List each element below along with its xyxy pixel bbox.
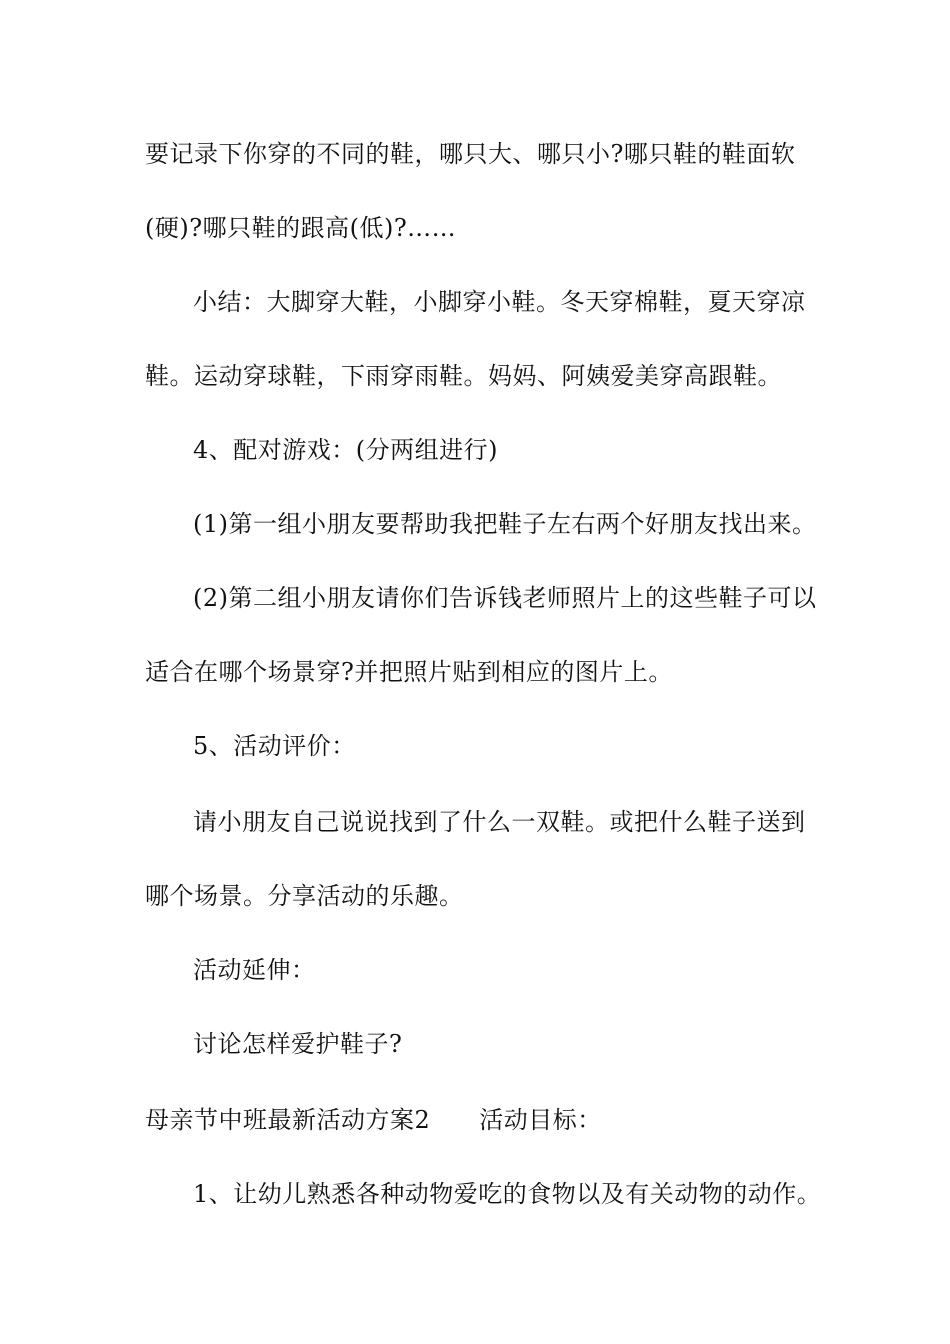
- paragraph-line: 适合在哪个场景穿?并把照片贴到相应的图片上。: [145, 658, 673, 686]
- paragraph-line: 哪个场景。分享活动的乐趣。: [145, 882, 464, 910]
- section-heading: 5、活动评价：: [193, 732, 356, 760]
- paragraph-line: 小结：大脚穿大鞋，小脚穿小鞋。冬天穿棉鞋，夏天穿凉: [193, 288, 806, 316]
- section-heading: 活动延伸：: [193, 956, 316, 984]
- paragraph-line: (1)第一组小朋友要帮助我把鞋子左右两个好朋友找出来。: [193, 510, 817, 538]
- document-title-line: 母亲节中班最新活动方案2 活动目标：: [145, 1106, 602, 1134]
- paragraph-line: 要记录下你穿的不同的鞋，哪只大、哪只小?哪只鞋的鞋面软: [145, 140, 796, 168]
- paragraph-line: (2)第二组小朋友请你们告诉钱老师照片上的这些鞋子可以: [193, 584, 817, 612]
- paragraph-line: 1、让幼儿熟悉各种动物爱吃的食物以及有关动物的动作。: [193, 1180, 822, 1208]
- paragraph-line: (硬)?哪只鞋的跟高(低)?……: [145, 214, 457, 242]
- paragraph-line: 请小朋友自己说说找到了什么一双鞋。或把什么鞋子送到: [193, 808, 806, 836]
- paragraph-line: 讨论怎样爱护鞋子?: [193, 1030, 403, 1058]
- paragraph-line: 鞋。运动穿球鞋，下雨穿雨鞋。妈妈、阿姨爱美穿高跟鞋。: [145, 362, 782, 390]
- section-heading: 4、配对游戏：(分两组进行): [193, 436, 498, 464]
